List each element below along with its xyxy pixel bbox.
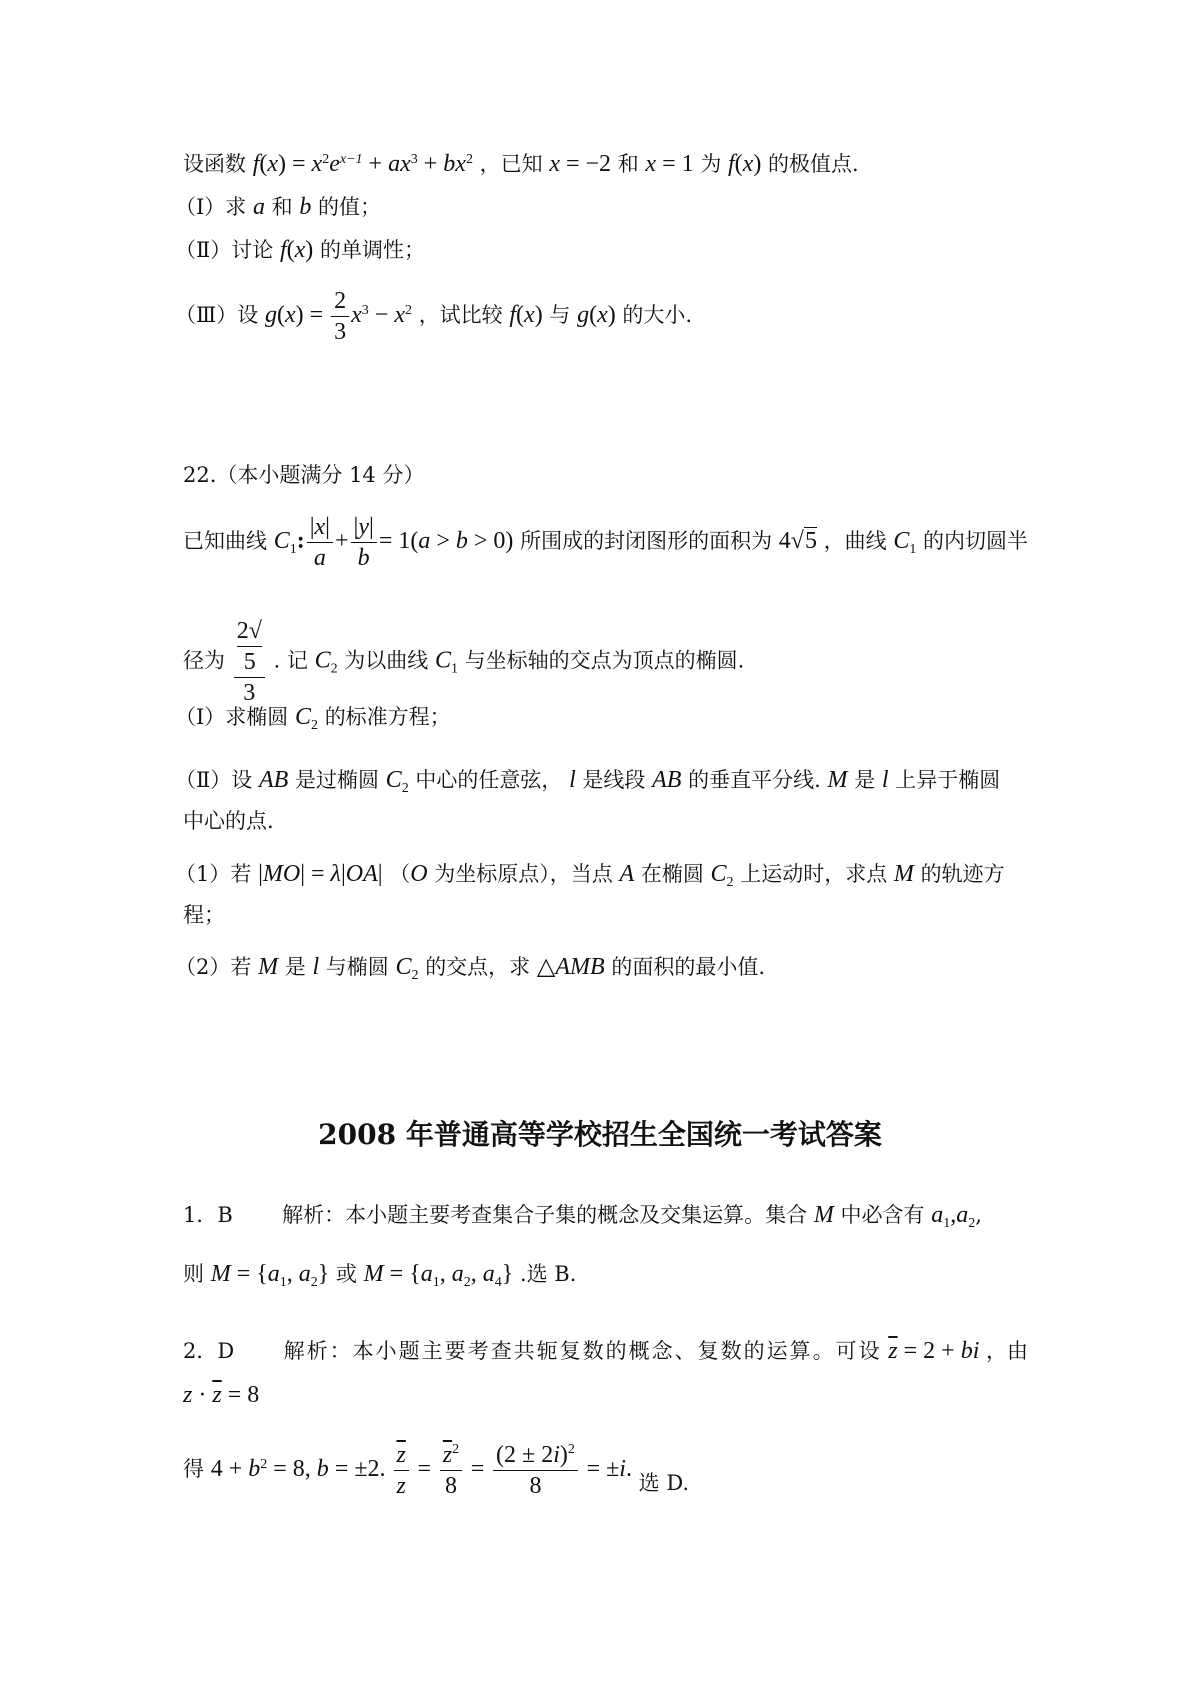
q22-s1-prefix: （1）若 xyxy=(175,862,252,886)
q22-l2-prefix: 径为 xyxy=(183,648,225,673)
q22-s1-e: 的轨迹方 xyxy=(920,862,1005,886)
q22-header: 22.（本小题满分 14 分） xyxy=(183,463,425,487)
q22-p2-e: 是 xyxy=(854,768,876,792)
q22-l1-mid: 所围成的封闭图形的面积为 xyxy=(520,529,773,553)
q22-p1-suffix: 的标准方程； xyxy=(324,705,451,729)
q22-s1-b: 为坐标原点），当点 xyxy=(434,862,613,886)
answer-2: 2．D 解析：本小题主要考查共轭复数的概念、复数的运算。可设 $\overline{z} = 2$ + bi ，由 xyxy=(183,1338,1029,1364)
answer-1: 1．B 解析：本小题主要考查集合子集的概念及交集运算。集合 M 中必含有 $a_1,a_2$, xyxy=(183,1202,982,1232)
q22-p2-b: 中心的任意弦， xyxy=(415,768,563,792)
answer-2-end: 选 D. xyxy=(638,1471,690,1495)
answer-1-label: 1．B xyxy=(183,1203,233,1227)
q22-p2-c: 是线段 xyxy=(582,768,646,792)
q22-part2-line2: 中心的点. xyxy=(183,809,274,833)
q22-s1-a: （ xyxy=(389,862,411,886)
q21-part3: （Ⅲ）设 g(x) = $\frac{2}{3}$ $x^3 - x^2$ ，试比较 f(x) 与 g(x) 的大小. xyxy=(175,288,693,345)
q22-p1-prefix: （Ⅰ）求椭圆 xyxy=(175,705,289,729)
formula-fx: f xyxy=(252,151,260,177)
answers-title: 2008 年普通高等学校招生全国统一考试答案 xyxy=(318,1118,882,1151)
q21-intro-and: 和 xyxy=(617,152,639,176)
q22-p2-a: 是过椭圆 xyxy=(294,768,379,792)
q22-part2: （Ⅱ）设 AB 是过椭圆 $C_2$ 中心的任意弦， l 是线段 AB 的垂直平分线. M 是 l 上异于椭圆 xyxy=(175,767,1001,797)
q21-p3-with: 与 xyxy=(549,303,571,327)
q21-p2-suffix: 的单调性； xyxy=(319,238,425,262)
q21-intro-mid: ，已知 xyxy=(479,152,543,176)
answer-1-text: 解析：本小题主要考查集合子集的概念及交集运算。集合 xyxy=(282,1203,808,1227)
q22-s2-c: 的交点，求 xyxy=(425,955,531,979)
q22-p2-prefix: （Ⅱ）设 xyxy=(175,768,253,792)
q22-l1-prefix: 已知曲线 xyxy=(183,529,267,553)
answer-2-result: 得 $4 + b^2 = 8$, b = ±2. $\frac{\overline{z}}{z}$ = $\frac{\overline{z}^2}{8}$ = $\frac{(2 \pm 2i)^2}{8}$ = ±i. 选 D. xyxy=(183,1442,690,1499)
q21-p1-and: 和 xyxy=(271,195,293,219)
q22-l1-suffix: 的内切圆半 xyxy=(923,529,1029,553)
q22-l2-mid: . 记 xyxy=(273,648,308,673)
q22-line1: 已知曲线 $C_1$: $\frac{|x|}{a}$ + $\frac{|y|}{b}$ = 1(a > b > 0) 所围成的封闭图形的面积为 4√5 ，曲线 $C_1$ 的内切圆半 xyxy=(183,514,1029,571)
q21-intro-prefix: 设函数 xyxy=(183,152,246,176)
q21-intro-suffix: 的极值点. xyxy=(768,152,859,176)
q22-p2-f: 上异于椭圆 xyxy=(895,768,1001,792)
q22-s2-b: 与椭圆 xyxy=(325,955,389,979)
answer-1-text2: 中必含有 xyxy=(840,1203,925,1227)
answer-1-or: 或 xyxy=(335,1262,357,1286)
q22-p2-d: 的垂直平分线. xyxy=(688,768,821,792)
q21-p1-label: （Ⅰ）求 xyxy=(175,195,247,219)
q21-intro-for: 为 xyxy=(700,152,722,176)
q21-p2-label: （Ⅱ）讨论 xyxy=(175,238,274,262)
q22-sub1-line2: 程； xyxy=(183,903,225,927)
q22-part1: （Ⅰ）求椭圆 $C_2$ 的标准方程； xyxy=(175,704,451,734)
q22-sub1: （1）若 |MO| = λ|OA| （O 为坐标原点），当点 A 在椭圆 $C_2$ 上运动时，求点 M 的轨迹方 xyxy=(175,861,1005,891)
answer-1-line2: 则 $M = \{a_1$, $a_2$} 或 $M = \{a_1$, $a_2$, $a_4$} .选 B. xyxy=(183,1261,577,1291)
answer-1-end: .选 B. xyxy=(519,1262,577,1286)
q22-l2-mid2: 为以曲线 xyxy=(344,648,429,673)
q22-sub2: （2）若 M 是 l 与椭圆 $C_2$ 的交点，求 △AMB 的面积的最小值. xyxy=(175,954,766,984)
answer-2-cond: $z \cdot \overline{z} = 8$ xyxy=(183,1382,260,1408)
answer-2-get: 得 xyxy=(183,1457,204,1481)
answer-1-then: 则 xyxy=(183,1262,204,1286)
q21-p3-mid: ，试比较 xyxy=(418,303,503,327)
q22-s2-d: 的面积的最小值. xyxy=(611,955,766,979)
q21-intro: 设函数 $f(x) = x^2e^{x-1} + ax^3 + bx^2$ ，已知 x = −2 和 x = 1 为 f(x) 的极值点. xyxy=(183,151,859,177)
q21-p3-label: （Ⅲ）设 xyxy=(175,303,259,327)
fraction-two-thirds: $\frac{2}{3}$ xyxy=(331,286,349,347)
answer-1-comma: , xyxy=(975,1203,982,1227)
q22-line2: 径为 2√ 5 3 . 记 $C_2$ 为以曲线 $C_1$ 与坐标轴的交点为顶点的椭圆. xyxy=(183,618,745,706)
q22-s1-c: 在椭圆 xyxy=(640,862,704,886)
q21-p1-suffix: 的值； xyxy=(318,195,382,219)
q21-part2: （Ⅱ）讨论 f(x) 的单调性； xyxy=(175,237,425,263)
q21-part1: （Ⅰ）求 a 和 b 的值； xyxy=(175,194,382,220)
q21-p3-suffix: 的大小. xyxy=(622,303,693,327)
answer-2-comma: ，由 xyxy=(986,1339,1029,1363)
answer-2-label: 2．D xyxy=(183,1339,235,1363)
q22-s2-prefix: （2）若 xyxy=(175,955,252,979)
q22-l1-mid2: ，曲线 xyxy=(823,529,887,553)
q22-s2-a: 是 xyxy=(284,955,306,979)
q22-l2-suffix: 与坐标轴的交点为顶点的椭圆. xyxy=(464,648,745,673)
q22-s1-d: 上运动时，求点 xyxy=(740,862,888,886)
answer-2-text: 解析：本小题主要考查共轭复数的概念、复数的运算。可设 xyxy=(283,1339,882,1363)
